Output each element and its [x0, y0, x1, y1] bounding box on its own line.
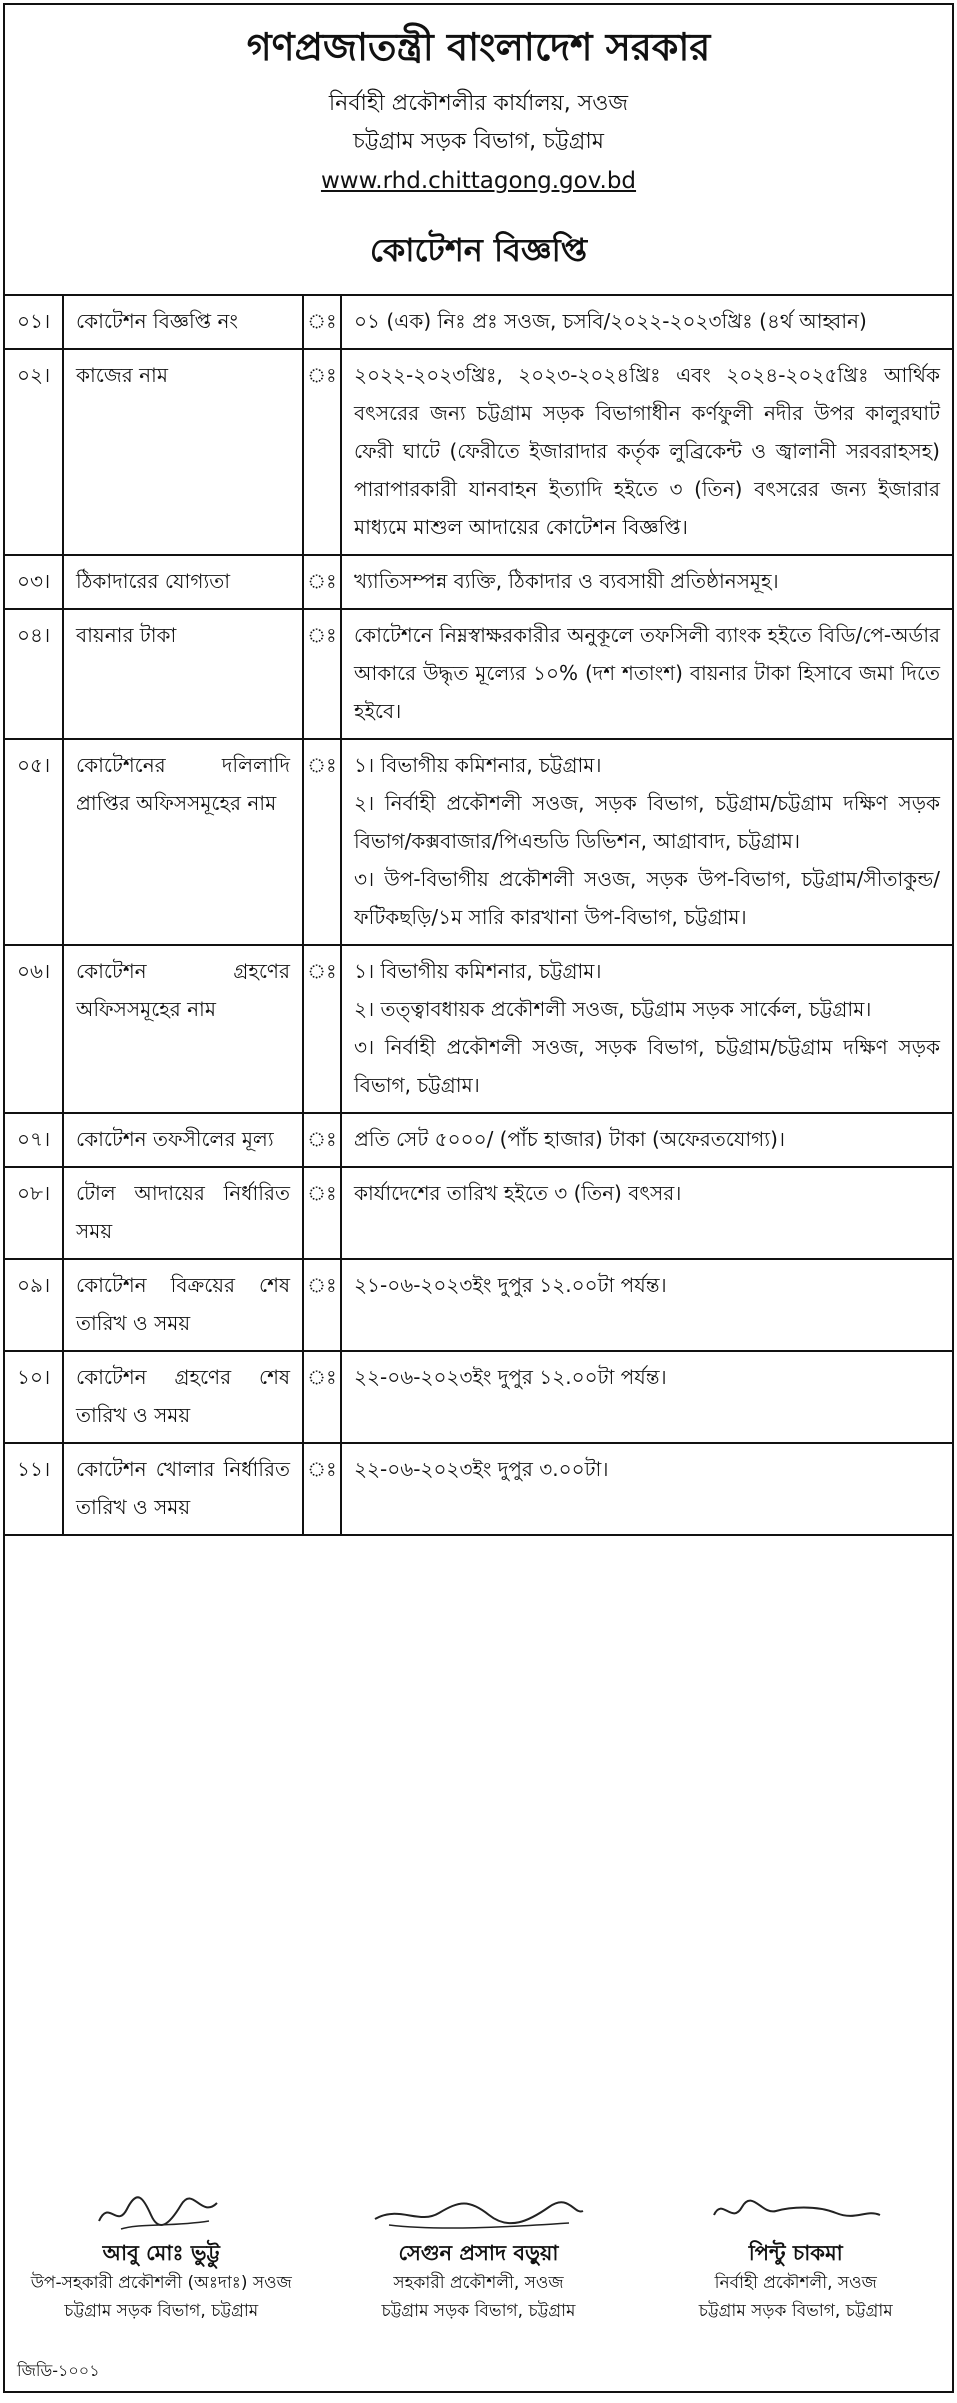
row-colon: ঃ [303, 349, 341, 555]
table-row [5, 739, 952, 945]
footer-code: জিডি-১০০১ [17, 2361, 100, 2380]
row-number: ০৮। [5, 1167, 63, 1259]
row-details [341, 945, 952, 1113]
signature-image [369, 2185, 589, 2237]
row-label: বায়নার টাকা [63, 609, 303, 739]
signatory-left [5, 2185, 318, 2328]
table-row [5, 609, 952, 739]
row-details [341, 1167, 952, 1259]
website-link[interactable]: www.rhd.chittagong.gov.bd [320, 167, 637, 194]
row-colon: ঃ [303, 1443, 341, 1535]
row-label: কোটেশন গ্রহণের অফিসসমূহের নাম [63, 945, 303, 1113]
notice-page [3, 3, 954, 2393]
detail-paragraph: ৩। নির্বাহী প্রকৌশলী সওজ, সড়ক বিভাগ, চট্টগ্রাম/চট্টগ্রাম দক্ষিণ সড়ক বিভাগ, চট্টগ্রাম। [354, 1035, 940, 1098]
signatory-center [322, 2185, 635, 2328]
table-row [5, 295, 952, 349]
signatory-office: চট্টগ্রাম সড়ক বিভাগ, চট্টগ্রাম [381, 2301, 576, 2322]
detail-paragraph: ২। নির্বাহী প্রকৌশলী সওজ, সড়ক বিভাগ, চট্টগ্রাম/চট্টগ্রাম দক্ষিণ সড়ক বিভাগ/কক্সবাজার/পিএন্ডডি ডিভিশন, আগ্রাবাদ, চট্টগ্রাম। [354, 791, 940, 854]
signatures-section [5, 2185, 952, 2328]
detail-paragraph: ২১-০৬-২০২৩ইং দুপুর ১২.০০টা পর্যন্ত। [354, 1273, 667, 1298]
detail-paragraph: ১। বিভাগীয় কমিশনার, চট্টগ্রাম। [354, 753, 602, 778]
row-details [341, 1443, 952, 1535]
detail-paragraph: ১। বিভাগীয় কমিশনার, চট্টগ্রাম। [354, 959, 602, 984]
row-number: ০৭। [5, 1113, 63, 1167]
notice-table-body [5, 295, 952, 1535]
row-label: কোটেশনের দলিলাদি প্রাপ্তির অফিসসমূহের নাম [63, 739, 303, 945]
row-number: ১০। [5, 1351, 63, 1443]
row-number: ০৫। [5, 739, 63, 945]
row-label: টোল আদায়ের নির্ধারিত সময় [63, 1167, 303, 1259]
row-details [341, 1351, 952, 1443]
notice-header [5, 5, 952, 268]
table-row [5, 1167, 952, 1259]
detail-paragraph: ২। তত্ত্বাবধায়ক প্রকৌশলী সওজ, চট্টগ্রাম সড়ক সার্কেল, চট্টগ্রাম। [354, 997, 872, 1022]
detail-paragraph: ২২-০৬-২০২৩ইং দুপুর ৩.০০টা। [354, 1457, 609, 1482]
row-colon: ঃ [303, 1167, 341, 1259]
row-number: ০৯। [5, 1259, 63, 1351]
table-row [5, 555, 952, 609]
row-label: কোটেশন তফসীলের মূল্য [63, 1113, 303, 1167]
notice-table [5, 294, 952, 1536]
table-row [5, 1351, 952, 1443]
row-details [341, 1113, 952, 1167]
signatory-office: চট্টগ্রাম সড়ক বিভাগ, চট্টগ্রাম [698, 2301, 893, 2322]
signatory-office: চট্টগ্রাম সড়ক বিভাগ, চট্টগ্রাম [64, 2301, 259, 2322]
detail-paragraph: কোটেশনে নিম্নস্বাক্ষরকারীর অনুকূলে তফসিলী ব্যাংক হইতে বিডি/পে-অর্ডার আকারে উদ্ধৃত মূল্যের ১০% (দশ শতাংশ) বায়নার টাকা হিসাবে জমা দিতে হইবে। [354, 623, 940, 724]
row-number: ০৩। [5, 555, 63, 609]
table-row [5, 1113, 952, 1167]
row-details [341, 739, 952, 945]
row-colon: ঃ [303, 739, 341, 945]
signatory-name: আবু মোঃ ভুট্টু [102, 2241, 220, 2265]
row-details [341, 1259, 952, 1351]
row-colon: ঃ [303, 1113, 341, 1167]
row-number: ০৪। [5, 609, 63, 739]
detail-paragraph: ০১ (এক) নিঃ প্রঃ সওজ, চসবি/২০২২-২০২৩খ্রিঃ (৪র্থ আহ্বান) [354, 309, 867, 334]
row-label: কোটেশন বিজ্ঞপ্তি নং [63, 295, 303, 349]
row-colon: ঃ [303, 945, 341, 1113]
notice-title: কোটেশন বিজ্ঞপ্তি [369, 231, 588, 270]
table-row [5, 349, 952, 555]
row-colon: ঃ [303, 1351, 341, 1443]
row-number: ০১। [5, 295, 63, 349]
detail-paragraph: খ্যাতিসম্পন্ন ব্যক্তি, ঠিকাদার ও ব্যবসায়ী প্রতিষ্ঠানসমূহ। [354, 569, 779, 594]
row-details [341, 349, 952, 555]
table-row [5, 1259, 952, 1351]
row-details [341, 295, 952, 349]
signatory-designation: উপ-সহকারী প্রকৌশলী (অঃদাঃ) সওজ [30, 2273, 292, 2294]
row-label: কোটেশন খোলার নির্ধারিত তারিখ ও সময় [63, 1443, 303, 1535]
row-number: ১১। [5, 1443, 63, 1535]
row-colon: ঃ [303, 295, 341, 349]
row-label: কোটেশন গ্রহণের শেষ তারিখ ও সময় [63, 1351, 303, 1443]
row-colon: ঃ [303, 609, 341, 739]
division-name: চট্টগ্রাম সড়ক বিভাগ, চট্টগ্রাম [353, 129, 604, 155]
table-row [5, 1443, 952, 1535]
row-label: কোটেশন বিক্রয়ের শেষ তারিখ ও সময় [63, 1259, 303, 1351]
row-details [341, 555, 952, 609]
detail-paragraph: ২২-০৬-২০২৩ইং দুপুর ১২.০০টা পর্যন্ত। [354, 1365, 667, 1390]
detail-paragraph: ২০২২-২০২৩খ্রিঃ, ২০২৩-২০২৪খ্রিঃ এবং ২০২৪-২০২৫খ্রিঃ আর্থিক বৎসরের জন্য চট্টগ্রাম সড়ক বিভাগাধীন কর্ণফুলী নদীর উপর কালুরঘাট ফেরী ঘাটে (ফেরীতে ইজারাদার কর্তৃক লুব্রিকেন্ট ও জ্বালানী সরবরাহসহ) পারাপারকারী যানবাহন ইত্যাদি হইতে ৩ (তিন) বৎসরের জন্য ইজারার মাধ্যমে মাশুল আদায়ের কোটেশন বিজ্ঞপ্তি। [354, 363, 940, 540]
signature-image [706, 2185, 886, 2237]
signatory-name: পিন্টু চাকমা [748, 2241, 843, 2265]
detail-paragraph: প্রতি সেট ৫০০০/ (পাঁচ হাজার) টাকা (অফেরতযোগ্য)। [354, 1127, 786, 1152]
signatory-designation: নির্বাহী প্রকৌশলী, সওজ [714, 2273, 877, 2294]
signatory-designation: সহকারী প্রকৌশলী, সওজ [393, 2273, 564, 2294]
office-name: নির্বাহী প্রকৌশলীর কার্যালয়, সওজ [328, 90, 629, 116]
signatory-name: সেগুন প্রসাদ বড়ুয়া [398, 2241, 559, 2265]
signatory-right [640, 2185, 953, 2328]
row-colon: ঃ [303, 1259, 341, 1351]
row-details [341, 609, 952, 739]
row-number: ০২। [5, 349, 63, 555]
table-row [5, 945, 952, 1113]
detail-paragraph: ৩। উপ-বিভাগীয় প্রকৌশলী সওজ, সড়ক উপ-বিভাগ, চট্টগ্রাম/সীতাকুন্ড/ফটিকছড়ি/১ম সারি কারখানা উপ-বিভাগ, চট্টগ্রাম। [354, 867, 940, 930]
row-label: কাজের নাম [63, 349, 303, 555]
government-title: গণপ্রজাতন্ত্রী বাংলাদেশ সরকার [246, 25, 711, 69]
signature-image [91, 2185, 231, 2237]
detail-paragraph: কার্যাদেশের তারিখ হইতে ৩ (তিন) বৎসর। [354, 1181, 682, 1206]
row-label: ঠিকাদারের যোগ্যতা [63, 555, 303, 609]
row-colon: ঃ [303, 555, 341, 609]
row-number: ০৬। [5, 945, 63, 1113]
